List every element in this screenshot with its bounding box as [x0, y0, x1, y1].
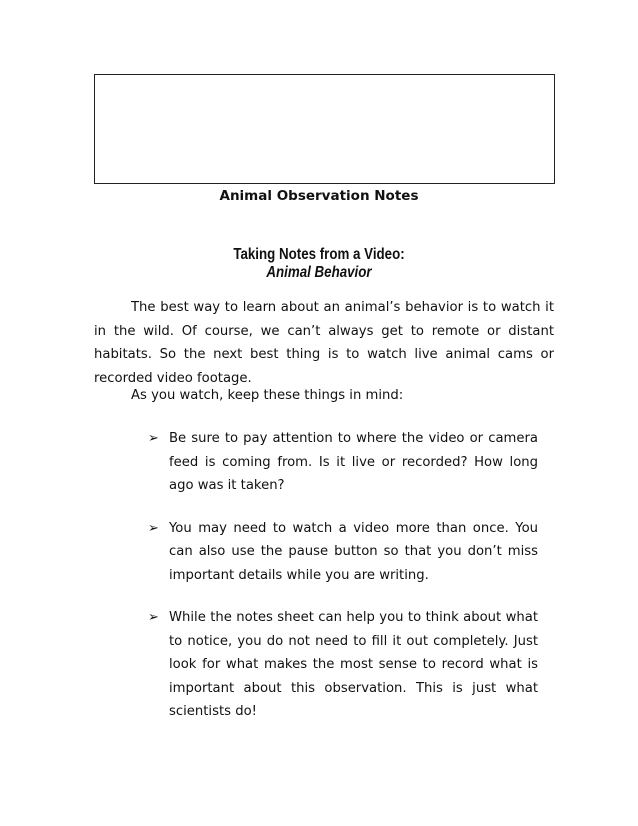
list-item-text: You may need to watch a video more than once. You can also use the pause button so that you don’t miss important details while you are writing.: [169, 520, 538, 583]
page-title: Taking Notes from a Video:: [233, 246, 405, 263]
list-item: [148, 606, 538, 724]
list-item-text: Be sure to pay attention to where the video or camera feed is coming from. Is it live or recorded? How long ago was it taken?: [169, 431, 538, 493]
arrowhead-bullet-icon: ➢: [148, 431, 159, 446]
document-label: Animal Observation Notes: [219, 188, 419, 204]
intro-paragraph: The best way to learn about an animal’s behavior is to watch it in the wild. Of course, we can’t always get to remote or distant habitats. So the next best thing is to watch live animal cams or recorded video footage.: [94, 300, 554, 386]
page-subtitle: Animal Behavior: [266, 264, 372, 281]
arrowhead-bullet-icon: ➢: [148, 610, 159, 625]
list-item: [148, 517, 538, 588]
tips-list: [148, 427, 538, 743]
list-item-text: While the notes sheet can help you to think about what to notice, you do not need to fill it out completely. Just look for what makes the most sense to record what is important about this observation. This is just what scientists do!: [169, 610, 538, 719]
list-item: [148, 427, 538, 498]
arrowhead-bullet-icon: ➢: [148, 520, 159, 536]
lead-sentence: As you watch, keep these things in mind:: [131, 388, 404, 403]
header-box: [94, 74, 555, 184]
